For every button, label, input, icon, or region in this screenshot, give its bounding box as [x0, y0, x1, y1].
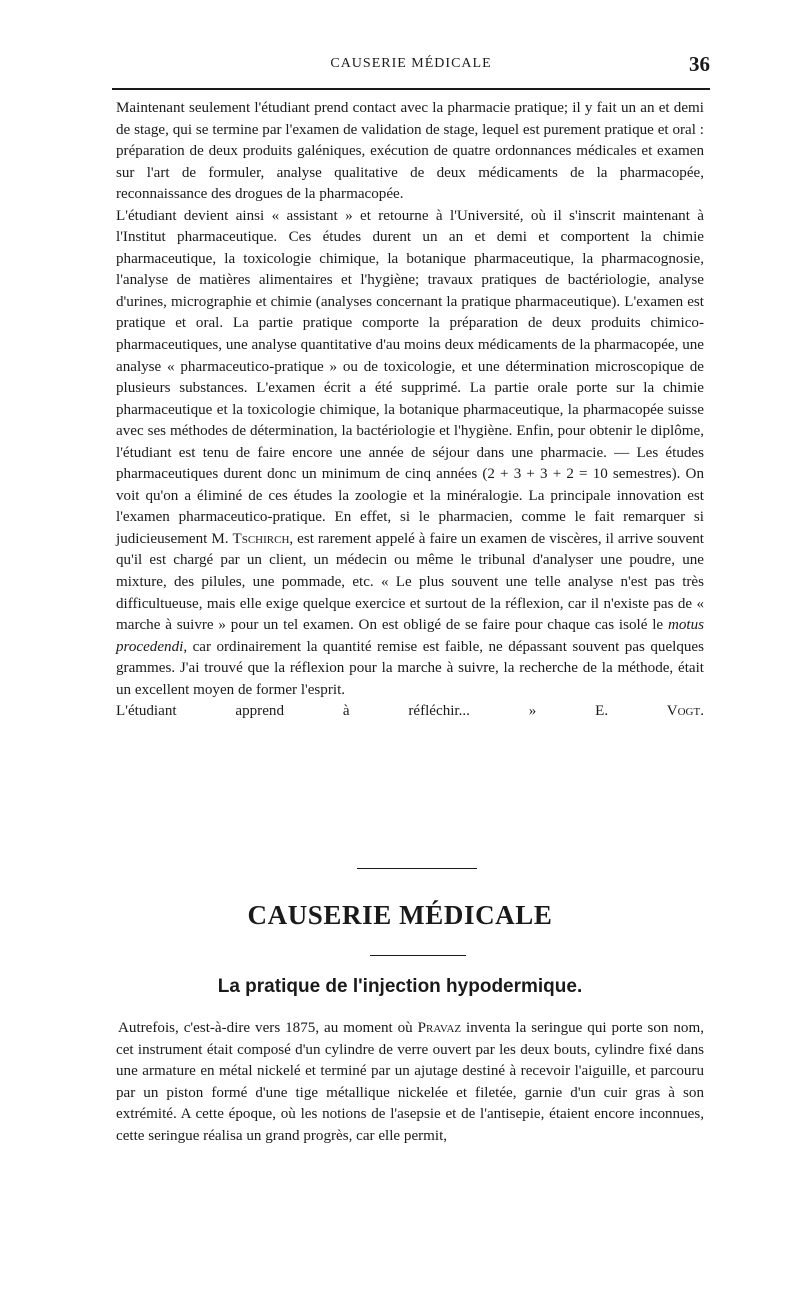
- paragraph-text: Autrefois, c'est-à-dire vers 1875, au moment où: [118, 1020, 418, 1036]
- closing-quote: L'étudiant apprend à réfléchir... »: [116, 703, 537, 720]
- latin-phrase: motus procedendi: [116, 617, 704, 655]
- paragraph-text: inventa la seringue qui porte son nom, cet instrument était composé d'un cylindre de verre ouvert par les deux bouts, cylindre fixé dans une armature en métal nickelé et terminé par un ajutage destiné à recevoir l'aiguille, et parcouru par un piston formé d'une tige métallique nickelée et filetée, garnie d'un cuir gras à son extrémité. A cette époque, où les notions de l'asepsie et de l'antisepie, étaient encore inconnues, cette seringue réalisa un grand progrès, car elle permit,: [116, 1020, 704, 1144]
- paragraph-text: , car ordinairement la quantité remise est faible, ne dépassant souvent pas quelques grammes. J'ai trouvé que la réflexion pour la marche à suivre, la recherche de la méthode, était un excellent moyen de former l'esprit.: [116, 638, 704, 698]
- closing-line: [116, 701, 704, 723]
- title-rule: [370, 955, 466, 956]
- header-rule: [112, 88, 710, 90]
- person-name: Tschirch: [232, 530, 290, 547]
- author-signature: E. Vogt.: [595, 703, 704, 720]
- article-end-rule: [357, 868, 477, 869]
- article-body: [116, 1018, 704, 1147]
- paragraph-text: , est rarement appelé à faire un examen de viscères, il arrive souvent qu'il est chargé par un client, un médecin ou même le tribunal d'analyser une poudre, une mixture, des pilules, une pommade, etc. « Le plus souvent une telle analyse n'est pas très difficultueuse, mais elle exige quelque exercice et surtout de la réflexion, car il n'existe pas de « marche à suivre » pour un tel examen. On est obligé de se faire pour chaque cas isolé le: [116, 530, 705, 634]
- paragraph: [116, 1018, 704, 1147]
- running-title: CAUSERIE MÉDICALE: [330, 56, 492, 71]
- article-title: La pratique de l'injection hypodermique.: [217, 976, 583, 997]
- inventor-name: Pravaz: [417, 1020, 462, 1036]
- paragraph: [116, 206, 704, 702]
- page-number: 36: [689, 52, 710, 76]
- paragraph: Maintenant seulement l'étudiant prend contact avec la pharmacie pratique; il y fait un an et demi de stage, qui se termine par l'examen de validation de stage, lequel est purement pratique et oral : préparation de deux produits galéniques, exécution de quatre ordonnances médicales et examen sur l'art de formuler, analyse qualitative de deux médicaments de la pharmacopée, reconnaissance des drogues de la pharmacopée.: [116, 100, 704, 203]
- article-continuation: [116, 98, 704, 723]
- running-header: [112, 52, 710, 86]
- section-title: CAUSERIE MÉDICALE: [247, 900, 553, 930]
- paragraph-text: L'étudiant devient ainsi « assistant » et retourne à l'Université, où il s'inscrit maintenant à l'Institut pharmaceutique. Ces études durent un an et demi et comportent la chimie pharmaceutique, la toxicologie chimique, la botanique pharmaceutique, la pharmacognosie, l'analyse de matières alimentaires et l'hygiène; travaux pratiques de bactériologie, analyse d'urines, micrographie et chimie (analyses concernant la pratique pharmaceutique). L'examen est pratique et oral. La partie pratique comporte la préparation de deux produits chimico-pharmaceutiques, une analyse quantitative d'au moins deux médicaments de la pharmacopée, une analyse « pharmaceutico-pratique » ou de toxicologie, et une détermination microscopique de plusieurs substances. L'examen écrit a été supprimé. La partie orale porte sur la chimie pharmaceutique et la toxicologie chimique, la botanique pharmaceutique, la pharmacopée suisse avec ses méthodes de détermination, la bactériologie et l'hygiène. Enfin, pour obtenir le diplôme, l'étudiant est tenu de faire encore une année de séjour dans une pharmacie. — Les études pharmaceutiques durent donc un minimum de cinq années (2 + 3 + 3 + 2 = 10 semestres). On voit qu'on a éliminé de ces études la zoologie et la minéralogie. La principale innovation est l'examen pharmaceutico-pratique. En effet, si le pharmacien, comme le fait remarquer si judicieusement M.: [116, 207, 704, 547]
